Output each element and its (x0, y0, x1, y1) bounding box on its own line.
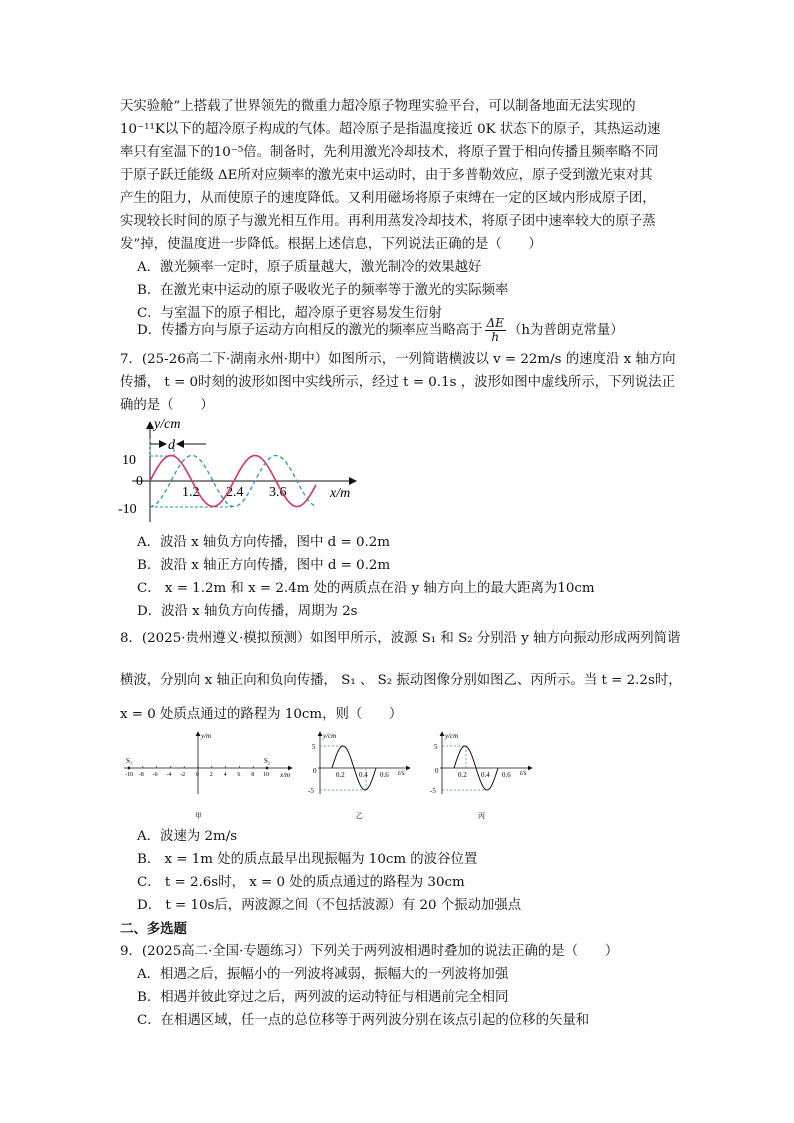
delta-e-over-h-fraction (485, 317, 506, 344)
jia-x-tick-label: -6 (152, 772, 158, 778)
q7-option-a: A．波沿 x 轴负方向传播，图中 d = 0.2m (137, 535, 390, 550)
jia-x-tick-label: 8 (251, 772, 255, 778)
q6-stem-line-4: 于原子跃迁能级 ΔE所对应频率的激光束中运动时，由于多普勒效应，原子受到激光束对其 (120, 168, 653, 183)
jia-x-tick-label: 10 (263, 772, 269, 778)
y-axis-label: y/cm (154, 418, 181, 432)
bing-x-label: t/s (520, 769, 527, 777)
q8-figure-yi (306, 728, 416, 824)
yi-y-tick-0: 0 (313, 767, 317, 775)
q7-option-c: C． x = 1.2m 和 x = 2.4m 处的两质点在沿 y 轴方向上的最大距离为10cm (137, 581, 595, 596)
jia-x-tick-label: -10 (125, 772, 133, 778)
yi-x-tick-0-4: 0.4 (359, 771, 368, 779)
jia-x-tick-label: 4 (223, 772, 227, 778)
q8-option-b: B． x = 1m 处的质点最早出现振幅为 10cm 的波谷位置 (137, 852, 478, 867)
bing-x-tick-0-2: 0.2 (458, 771, 467, 779)
yi-x-tick-0-2: 0.2 (336, 771, 345, 779)
jia-caption: 甲 (195, 812, 202, 820)
jia-x-tick-label: 2 (209, 772, 213, 778)
q6-stem-line-3: 率只有室温下的10⁻⁵倍。制备时，先利用激光冷却技术，将原子置于相向传播且频率略不同 (120, 145, 659, 160)
q7-option-b: B．波沿 x 轴正方向传播，图中 d = 0.2m (137, 558, 391, 573)
bing-x-tick-0-6: 0.6 (502, 771, 511, 779)
q7-wave-figure (118, 418, 368, 526)
q8-figure-jia (120, 728, 296, 824)
jia-x-tick-label: -2 (180, 772, 186, 778)
bing-y-tick-0: 0 (435, 767, 439, 775)
bing-y-tick-neg5: -5 (430, 787, 436, 795)
jia-x-label: x/m (280, 771, 291, 779)
q6-option-a: A．激光频率一定时，原子质量越大，激光制冷的效果越好 (137, 260, 482, 275)
q9-option-a: A．相遇之后，振幅小的一列波将减弱，振幅大的一列波将加强 (137, 967, 509, 982)
x-axis-label: x/m (330, 486, 351, 501)
q6-stem-line-6: 实现较长时间的原子与激光相互作用。再利用蒸发冷却技术，将原子团中速率较大的原子蒸 (120, 214, 656, 229)
jia-x-tick-label: 6 (237, 772, 241, 778)
yi-y-tick-5: 5 (312, 743, 316, 751)
q7-stem-line-1: 7．(25-26高二下·湖南永州·期中）如图所示，一列简谐横波以 v = 22m/s 的速度沿 x 轴方向 (120, 352, 676, 367)
jia-s1-label: S₁ (126, 757, 133, 765)
fraction-numerator: ΔE (486, 316, 504, 330)
q6-option-c: C．与室温下的原子相比，超冷原子更容易发生衍射 (137, 306, 442, 321)
jia-y-label: y/m (201, 732, 212, 740)
q8-stem-line-2: 横波，分别向 x 轴正向和负向传播， S₁ 、 S₂ 振动图像分别如图乙、丙所示。当 t = 2.2s时， (120, 673, 682, 688)
q8-figure-bing (428, 728, 538, 824)
yi-x-tick-0-6: 0.6 (380, 771, 389, 779)
y-tick-neg10: -10 (118, 502, 137, 517)
q7-option-d: D．波沿 x 轴负方向传播，周期为 2s (137, 604, 358, 619)
q8-stem-line-1: 8．(2025·贵州遵义·模拟预测）如图甲所示，波源 S₁ 和 S₂ 分别沿 y 轴方向振动形成两列简谐 (120, 631, 681, 646)
jia-x-tick-label: -8 (138, 772, 144, 778)
q7-stem-line-2: 传播， t = 0时刻的波形如图中实线所示，经过 t = 0.1s ，波形如图中虚线所示，下列说法正 (120, 375, 675, 390)
yi-y-label: y/cm (323, 732, 337, 740)
jia-x-tick-label: 0 (196, 772, 199, 778)
jia-s2-label: S₂ (264, 757, 271, 765)
bing-caption: 丙 (478, 812, 485, 820)
y-tick-0: 0 (136, 474, 143, 489)
bing-x-tick-0-4: 0.4 (481, 771, 490, 779)
bing-y-label: y/cm (445, 732, 459, 740)
section-multiple-choice-heading: 二、多选题 (120, 921, 187, 937)
x-tick-1-2: 1.2 (182, 485, 200, 500)
q6-option-b: B．在激光束中运动的原子吸收光子的频率等于激光的实际频率 (137, 283, 509, 298)
jia-x-tick-label: -4 (166, 772, 172, 778)
q6-option-d-tail: （h为普朗克常量） (507, 323, 624, 338)
d-label: d (168, 438, 175, 453)
q6-stem-line-1: 天实验舱”上搭载了世界领先的微重力超冷原子物理实验平台，可以制备地面无法实现的 (120, 99, 636, 114)
q6-option-d (137, 316, 624, 346)
q8-option-c: C． t = 2.6s时， x = 0 处的质点通过的路程为 30cm (137, 875, 465, 890)
q8-stem-line-3: x = 0 处质点通过的路程为 10cm，则（ ） (120, 707, 403, 722)
q6-stem-line-5: 产生的阻力，从而使原子的速度降低。又利用磁场将原子束缚在一定的区域内形成原子团， (120, 191, 656, 206)
q7-stem-line-3: 确的是（ ） (120, 398, 214, 413)
q6-option-d-text: D．传播方向与原子运动方向相反的激光的频率应当略高于 (137, 323, 483, 338)
q6-stem-line-2: 10⁻¹¹K以下的超冷原子构成的气体。超冷原子是指温度接近 0K 状态下的原子，其热运动速 (120, 122, 661, 137)
yi-caption: 乙 (356, 812, 363, 820)
q6-stem-line-7: 发”掉，使温度进一步降低。根据上述信息，下列说法正确的是（ ） (120, 237, 542, 252)
yi-x-label: t/s (398, 769, 405, 777)
bing-y-tick-5: 5 (434, 743, 438, 751)
fraction-denominator: h (491, 330, 500, 344)
q9-stem: 9．(2025高二·全国·专题练习）下列关于两列波相遇时叠加的说法正确的是（ ） (120, 944, 619, 959)
yi-y-tick-neg5: -5 (308, 787, 314, 795)
q9-option-c: C．在相遇区域，任一点的总位移等于两列波分别在该点引起的位移的矢量和 (137, 1013, 590, 1028)
x-tick-3-6: 3.6 (269, 485, 287, 500)
x-tick-2-4: 2.4 (226, 485, 244, 500)
q9-option-b: B．相遇并彼此穿过之后，两列波的运动特征与相遇前完全相同 (137, 990, 509, 1005)
q8-option-d: D． t = 10s后，两波源之间（不包括波源）有 20 个振动加强点 (137, 898, 522, 913)
q8-option-a: A．波速为 2m/s (137, 829, 238, 844)
y-tick-10: 10 (122, 453, 136, 468)
